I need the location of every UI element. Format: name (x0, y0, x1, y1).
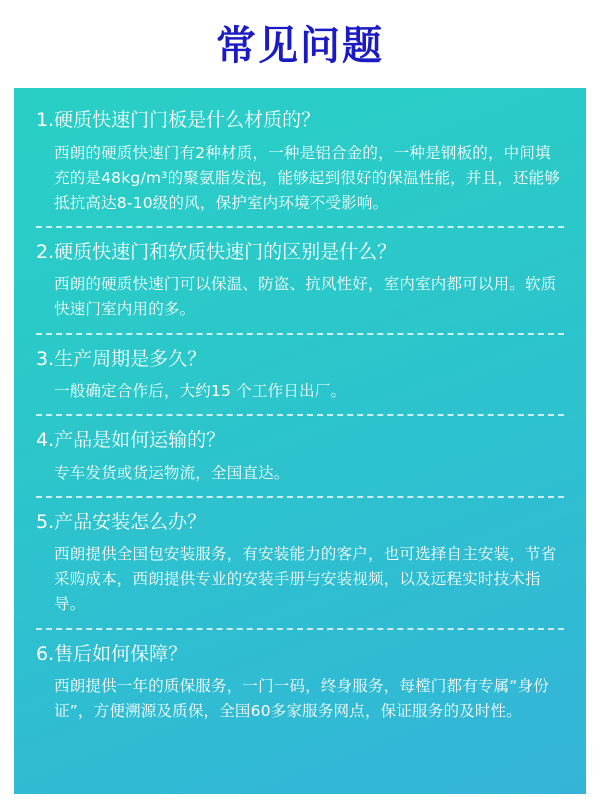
faq-divider (36, 496, 564, 498)
faq-question: 1.硬质快速门门板是什么材质的？ (36, 109, 321, 131)
faq-answer: 西朗提供全国包安装服务，有安装能力的客户，也可选择自主安装，节省采购成本，西朗提供专业的安装手册与安装视频，以及远程实时技术指导。 (54, 545, 557, 614)
faq-item (36, 345, 564, 417)
faq-answer: 一般确定合作后，大约15 个工作日出厂。 (54, 382, 347, 401)
faq-divider (36, 226, 564, 228)
faq-item (36, 426, 564, 498)
faq-divider-wrap (36, 414, 564, 416)
faq-question: 3.生产周期是多久？ (36, 347, 207, 370)
faq-item (36, 640, 564, 725)
faq-item (36, 238, 564, 335)
faq-answer: 西朗提供一年的质保服务，一门一码，终身服务，每樘门都有专属“身份证”，方便溯源及质保，全国60多家服务网点，保证服务的及时性。 (54, 677, 549, 721)
faq-divider-wrap (36, 226, 564, 228)
faq-answer: 西朗的硬质快速门可以保温、防盗、抗风性好，室内室内都可以用。软质快速门室内用的多。 (54, 275, 557, 319)
faq-answer: 专车发货或货运物流，全国直达。 (54, 463, 290, 482)
faq-divider-wrap (36, 333, 564, 335)
faq-item (36, 508, 564, 630)
faq-question: 4.产品是如何运输的？ (36, 429, 226, 452)
faq-divider (36, 414, 564, 416)
faq-question: 6.售后如何保障？ (36, 642, 188, 665)
faq-item (36, 106, 564, 228)
faq-question: 2.硬质快速门和软质快速门的区别是什么？ (36, 240, 397, 263)
faq-divider (36, 628, 564, 630)
page-title: 常见问题 (216, 23, 384, 69)
faq-question: 5.产品安装怎么办？ (36, 510, 207, 533)
faq-panel (14, 88, 586, 794)
faq-answer: 西朗的硬质快速门有2种材质，一种是铝合金的，一种是钢板的，中间填充的是48kg/m³的聚氨脂发泡，能够起到很好的保温性能，并且，还能够抵抗高达8-10级的风，保护室内环境不受影响。 (54, 143, 561, 212)
faq-divider-wrap (36, 496, 564, 498)
faq-divider (36, 333, 564, 335)
faq-divider-wrap (36, 628, 564, 630)
